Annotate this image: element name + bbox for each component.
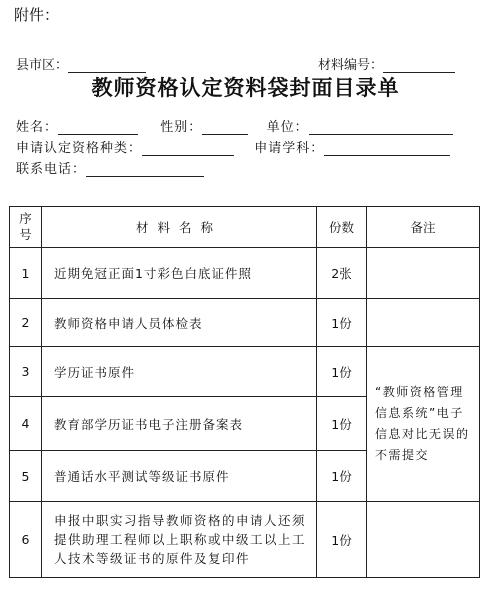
name-label: 姓名： [16, 120, 59, 135]
material-number-label: 材料编号： [318, 58, 384, 73]
table-row [10, 502, 480, 578]
qty-header: 份数 [317, 207, 367, 248]
table-row [10, 299, 480, 347]
row-seq: 6 [10, 502, 42, 578]
unit-blank[interactable] [309, 120, 453, 135]
row-note-empty [367, 299, 480, 347]
materials-table [9, 206, 480, 578]
row-seq: 4 [10, 397, 42, 451]
subject-label: 申请学科： [254, 141, 325, 156]
seq-header [10, 207, 42, 248]
row-seq: 5 [10, 451, 42, 502]
cert-type-label: 申请认定资格种类： [16, 141, 143, 156]
subject-blank[interactable] [324, 141, 450, 156]
county-field [16, 54, 146, 73]
row-qty: 1份 [317, 502, 367, 578]
note-header: 备注 [367, 207, 480, 248]
table-header-row [10, 207, 480, 248]
row-qty: 2张 [317, 248, 367, 299]
form-row-contact [16, 158, 204, 177]
attachment-label: 附件： [14, 6, 60, 24]
row-material-name: 学历证书原件 [42, 347, 317, 397]
row-material-name: 教师资格申请人员体检表 [42, 299, 317, 347]
row-material-name: 申报中职实习指导教师资格的申请人还须提供助理工程师以上职称或中级工以上工人技术等级证书的原件及复印件 [42, 502, 317, 578]
row-note-empty [367, 502, 480, 578]
table-row [10, 248, 480, 299]
name-blank[interactable] [58, 120, 138, 135]
cert-type-blank[interactable] [142, 141, 234, 156]
phone-label: 联系电话： [16, 162, 87, 177]
unit-label: 单位： [266, 120, 309, 135]
county-label: 县市区： [16, 58, 69, 73]
row-seq: 3 [10, 347, 42, 397]
form-row-application [16, 137, 450, 156]
row-qty: 1份 [317, 299, 367, 347]
form-row-personal [16, 116, 453, 135]
material-number-blank[interactable] [383, 58, 455, 73]
material-number-field [318, 54, 455, 73]
phone-blank[interactable] [86, 162, 204, 177]
county-blank[interactable] [68, 58, 146, 73]
row-qty: 1份 [317, 397, 367, 451]
seq-header-line2: 号 [19, 227, 32, 242]
row-material-name: 教育部学历证书电子注册备案表 [42, 397, 317, 451]
row-material-name: 近期免冠正面1寸彩色白底证件照 [42, 248, 317, 299]
name-header: 材料名称 [42, 207, 317, 248]
page-title: 教师资格认定资料袋封面目录单 [91, 75, 400, 100]
row-qty: 1份 [317, 451, 367, 502]
gender-label: 性别： [160, 120, 203, 135]
row-seq: 2 [10, 299, 42, 347]
row-material-name: 普通话水平测试等级证书原件 [42, 451, 317, 502]
gender-blank[interactable] [202, 120, 248, 135]
table-row [10, 347, 480, 397]
row-seq: 1 [10, 248, 42, 299]
seq-header-line1: 序 [19, 211, 32, 226]
row-note-system-check: “教师资格管理信息系统”电子信息对比无误的不需提交 [367, 347, 480, 502]
row-qty: 1份 [317, 347, 367, 397]
row-note-empty [367, 248, 480, 299]
